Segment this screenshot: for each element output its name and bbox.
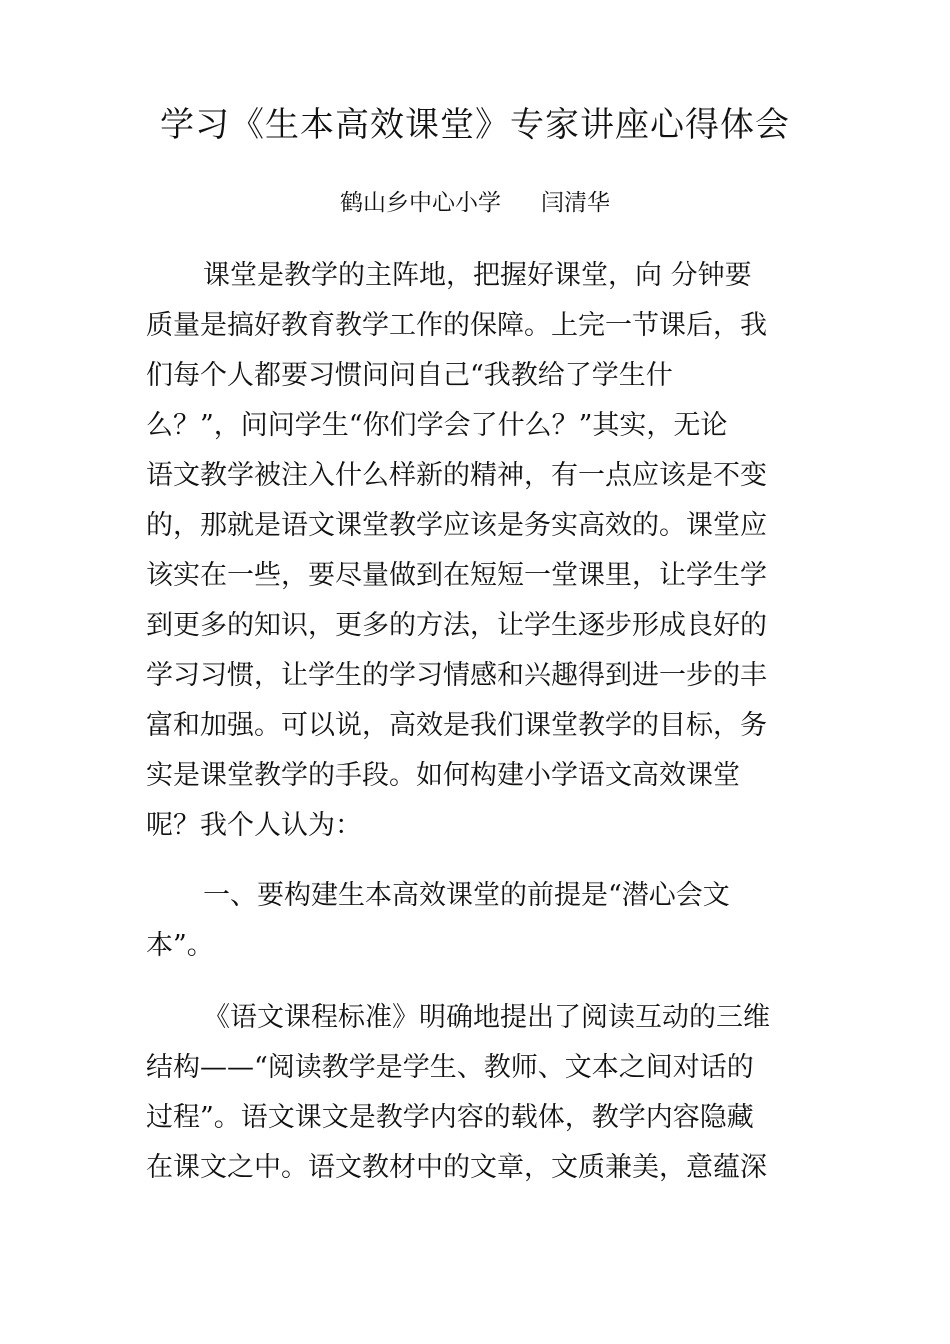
section-heading-line: 本”。: [146, 930, 214, 961]
body-line: 结构——“阅读教学是学生、教师、文本之间对话的: [146, 1052, 754, 1083]
body-line: 该实在一些，要尽量做到在短短一堂课里，让学生学: [146, 560, 767, 591]
body-line: 么？”，问问学生“你们学会了什么？”其实，无论: [146, 410, 728, 441]
document-title: 学习《生本高效课堂》专家讲座心得体会: [160, 105, 790, 145]
author-line: [0, 186, 950, 220]
body-line: 富和加强。可以说，高效是我们课堂教学的目标，务: [146, 710, 767, 741]
body-line: 们每个人都要习惯问问自己“我教给了学生什: [146, 360, 673, 391]
author-school: 鹤山乡中心小学: [340, 190, 501, 216]
section-heading-line: 一、要构建生本高效课堂的前提是“潜心会文: [203, 880, 730, 911]
body-line: 的，那就是语文课堂教学应该是务实高效的。课堂应: [146, 510, 767, 541]
body-line: 语文教学被注入什么样新的精神，有一点应该是不变: [146, 460, 767, 491]
author-name: 闫清华: [541, 190, 610, 216]
body-line: 过程”。语文课文是教学内容的载体，教学内容隐藏: [146, 1102, 754, 1133]
body-line: 到更多的知识，更多的方法，让学生逐步形成良好的: [146, 610, 767, 641]
body-line: 课堂是教学的主阵地，把握好课堂，向 分钟要: [203, 260, 752, 291]
body-line: 呢？我个人认为：: [146, 810, 362, 841]
body-line: 在课文之中。语文教材中的文章，文质兼美，意蕴深: [146, 1152, 767, 1183]
body-line: 学习习惯，让学生的学习情感和兴趣得到进一步的丰: [146, 660, 767, 691]
body-line: 质量是搞好教育教学工作的保障。上完一节课后，我: [146, 310, 767, 341]
body-line: 实是课堂教学的手段。如何构建小学语文高效课堂: [146, 760, 740, 791]
body-line: 《语文课程标准》明确地提出了阅读互动的三维: [203, 1002, 770, 1033]
